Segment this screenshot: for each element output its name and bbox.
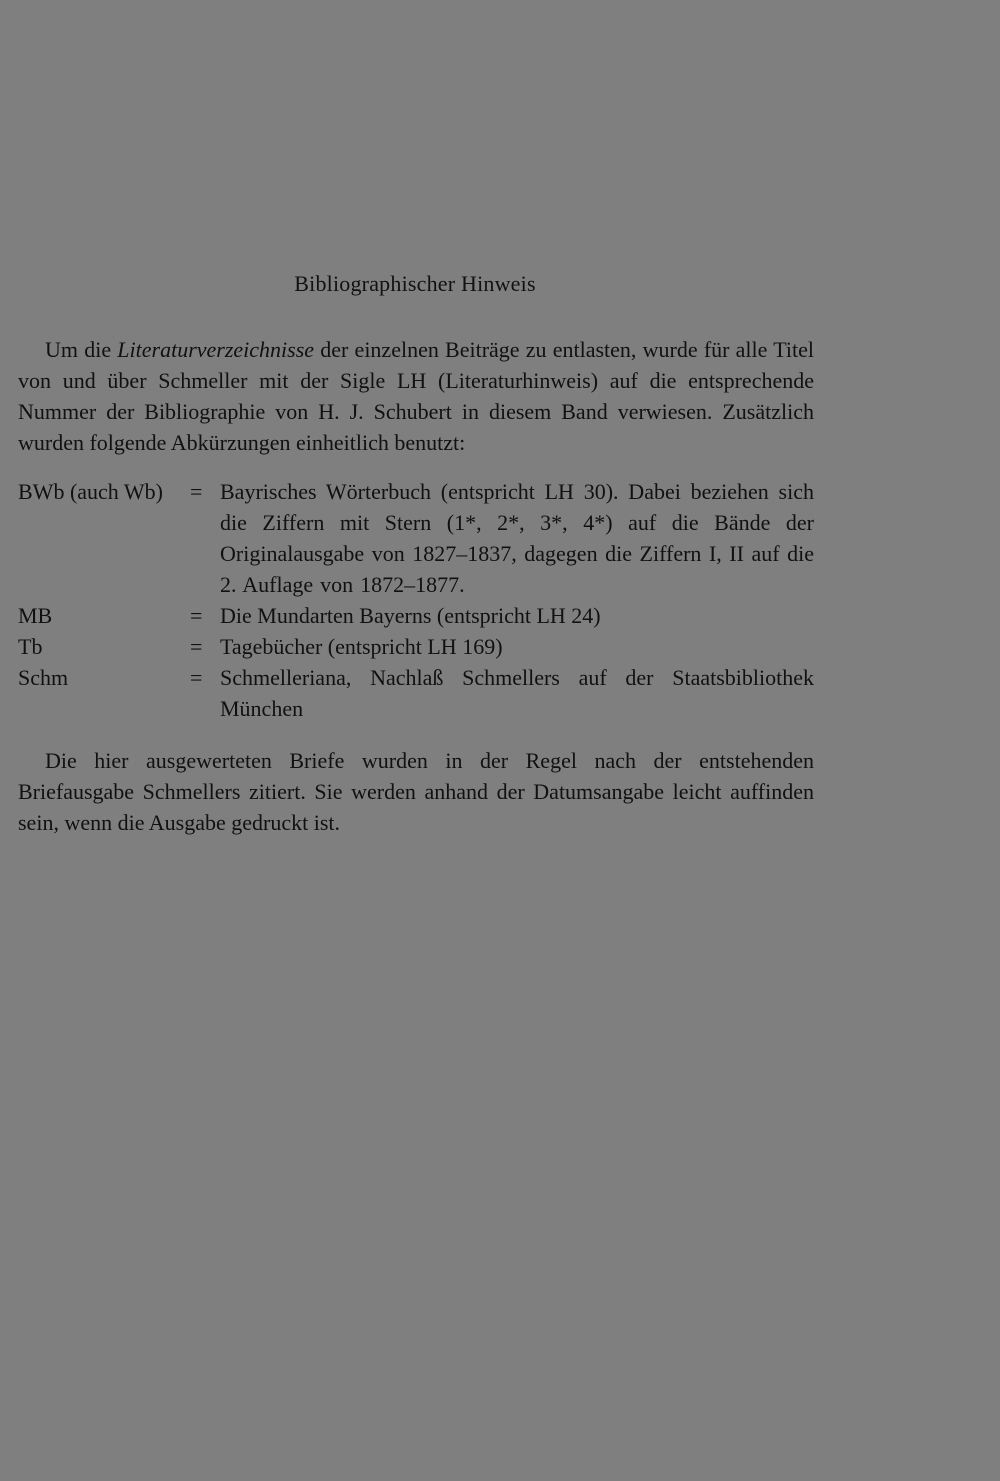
abbreviation-term: MB bbox=[18, 603, 53, 628]
abbreviation-definition: Tagebücher (entspricht LH 169) bbox=[220, 634, 503, 659]
abbreviation-definition: Schmelleriana, Nachlaß Schmellers auf der Staatsbibliothek München bbox=[220, 665, 814, 721]
abbreviation-term: Tb bbox=[18, 634, 43, 659]
abbreviation-term: Schm bbox=[18, 665, 69, 690]
equals-sign: = bbox=[190, 634, 203, 659]
abbreviation-definition: Die Mundarten Bayerns (entspricht LH 24) bbox=[220, 603, 601, 628]
abbreviation-row bbox=[18, 600, 814, 631]
equals-sign: = bbox=[190, 665, 203, 690]
intro-paragraph bbox=[18, 334, 814, 458]
abbreviation-row bbox=[18, 662, 814, 724]
intro-italic-term: Literaturverzeichnisse bbox=[117, 337, 315, 362]
equals-sign: = bbox=[190, 479, 203, 504]
abbreviation-definition: Bayrisches Wörterbuch (entspricht LH 30). Dabei beziehen sich die Ziffern mit Stern (1*, 2*, 3*, 4*) auf die Bände der Originalausgabe von 1827–1837, dagegen die Ziffern I, II auf die 2. Auflage von 1872–1877. bbox=[220, 479, 814, 597]
abbreviation-term: BWb (auch Wb) bbox=[18, 479, 163, 504]
page-heading: Bibliographischer Hinweis bbox=[294, 271, 536, 296]
intro-prefix: Um die bbox=[45, 337, 118, 362]
intro-suffix: der einzelnen Beiträge zu entlasten, wurde für alle Titel von und über Schmeller mit der Sigle LH (Literaturhinweis) auf die entsprechende Nummer der Bibliographie von H. J. Schubert in diesem Band verwiesen. Zusätzlich wurden folgende Abkürzungen einheitlich benutzt: bbox=[18, 337, 814, 455]
abbreviation-row bbox=[18, 476, 814, 600]
equals-sign: = bbox=[190, 603, 203, 628]
abbreviation-row bbox=[18, 631, 814, 662]
closing-paragraph: Die hier ausgewerteten Briefe wurden in der Regel nach der entstehenden Briefausgabe Schmellers zitiert. Sie werden anhand der Datumsangabe leicht auffinden sein, wenn die Ausgabe gedruckt ist. bbox=[18, 748, 814, 835]
abbreviation-list bbox=[18, 476, 814, 724]
